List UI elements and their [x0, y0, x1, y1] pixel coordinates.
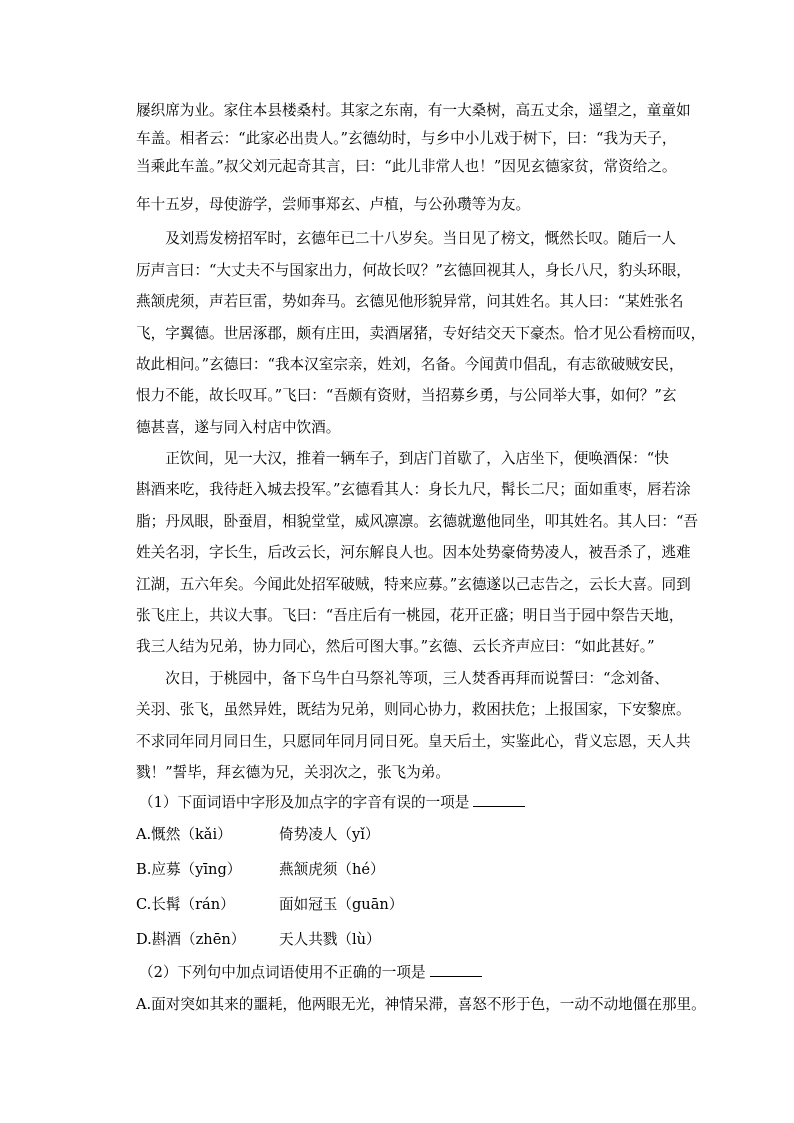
passage-line: 飞，字翼德。世居涿郡，颇有庄田，卖酒屠猪，专好结交天下豪杰。恰才见公看榜而叹， [136, 325, 706, 342]
passage-line: 脂；丹凤眼，卧蚕眉，相貌堂堂，威风凛凛。玄德就邀他同坐，叩其姓名。其人曰：“吾 [136, 513, 699, 530]
passage-line: 江湖，五六年矣。今闻此处招军破贼，特来应募。”玄德遂以己志告之，云长大喜。同到 [136, 576, 691, 593]
passage-line: 次日，于桃园中，备下乌牛白马祭礼等项，三人焚香再拜而说誓曰：“念刘备、 [136, 670, 669, 687]
passage-line: 关羽、张飞，虽然异姓，既结为兄弟，则同心协力，救困扶危；上报国家，下安黎庶。 [136, 701, 691, 718]
option-b-right: 燕颔虎须（hé） [279, 861, 385, 878]
passage-line: 故此相问。”玄德曰：“我本汉室宗亲，姓刘，名备。今闻黄巾倡乱，有志欲破贼安民， [136, 356, 684, 373]
question-1-text: （1）下面词语中字形及加点字的字音有误的一项是 [139, 794, 470, 811]
question-1-prompt [139, 793, 699, 815]
passage-line: 厉声言曰：“大丈夫不与国家出力，何故长叹？”玄德回视其人，身长八尺，豹头环眼， [136, 262, 691, 279]
option-c-right: 面如冠玉（guān） [279, 896, 404, 913]
passage-line: 戮！”誓毕，拜玄德为兄，关羽次之，张飞为弟。 [136, 764, 450, 781]
passage-line: 当乘此车盖。”叔父刘元起奇其言，曰：“此儿非常人也！”因见玄德家贫，常资给之。 [136, 158, 677, 175]
passage-line: 车盖。相者云：“此家必出贵人。”玄德幼时，与乡中小儿戏于树下，曰：“我为天子， [136, 130, 677, 147]
answer-blank [430, 975, 482, 977]
question-2-text: （2）下列句中加点词语使用不正确的一项是 [139, 964, 426, 981]
option-a-left: A.慨然（kǎi） [136, 826, 232, 843]
passage-line: 张飞庄上，共议大事。飞曰：“吾庄后有一桃园，花开正盛；明日当于园中祭告天地， [136, 607, 684, 624]
passage-line: 我三人结为兄弟，协力同心，然后可图大事。”玄德、云长齐声应曰：“如此甚好。” [136, 638, 655, 655]
question-2-option-a: A.面对突如其来的噩耗，他两眼无光，神情呆滞，喜怒不形于色，一动不动地僵在那里。 [136, 996, 706, 1013]
answer-blank [473, 805, 525, 807]
option-d-left: D.斟酒（zhēn） [136, 931, 246, 948]
question-2-prompt [139, 963, 699, 985]
passage-line: 恨力不能，故长叹耳。”飞曰：“吾颇有资财，当招募乡勇，与公同举大事，如何？”玄 [136, 387, 677, 404]
option-a-right: 倚势凌人（yǐ） [279, 826, 380, 843]
passage-line: 德甚喜，遂与同入村店中饮酒。 [136, 419, 341, 436]
option-d-right: 天人共戮（lù） [279, 931, 381, 948]
passage-line: 年十五岁，母使游学，尝师事郑玄、卢植，与公孙瓒等为友。 [136, 196, 531, 213]
passage-line: 斟酒来吃，我待赶入城去投军。”玄德看其人：身长九尺，髯长二尺；面如重枣，唇若涂 [136, 481, 691, 498]
passage-line: 姓关名羽，字长生，后改云长，河东解良人也。因本处势豪倚势凌人，被吾杀了，逃难 [136, 544, 691, 561]
option-c-left: C.长髯（rán） [136, 896, 235, 913]
passage-line: 不求同年同月同日生，只愿同年同月同日死。皇天后土，实鉴此心，背义忘恩，天人共 [136, 733, 691, 750]
passage-line: 屦织席为业。家住本县楼桑村。其家之东南，有一大桑树，高五丈余，遥望之，童童如 [136, 102, 691, 119]
passage-line: 燕颔虎须，声若巨雷，势如奔马。玄德见他形貌异常，问其姓名。其人曰：“某姓张名 [136, 293, 684, 310]
passage-line: 正饮间，见一大汉，推着一辆车子，到店门首歇了，入店坐下，便唤酒保：“快 [136, 450, 669, 467]
passage-line: 及刘焉发榜招军时，玄德年已二十八岁矣。当日见了榜文，慨然长叹。随后一人 [136, 230, 676, 247]
option-b-left: B.应募（yīng） [136, 861, 242, 878]
